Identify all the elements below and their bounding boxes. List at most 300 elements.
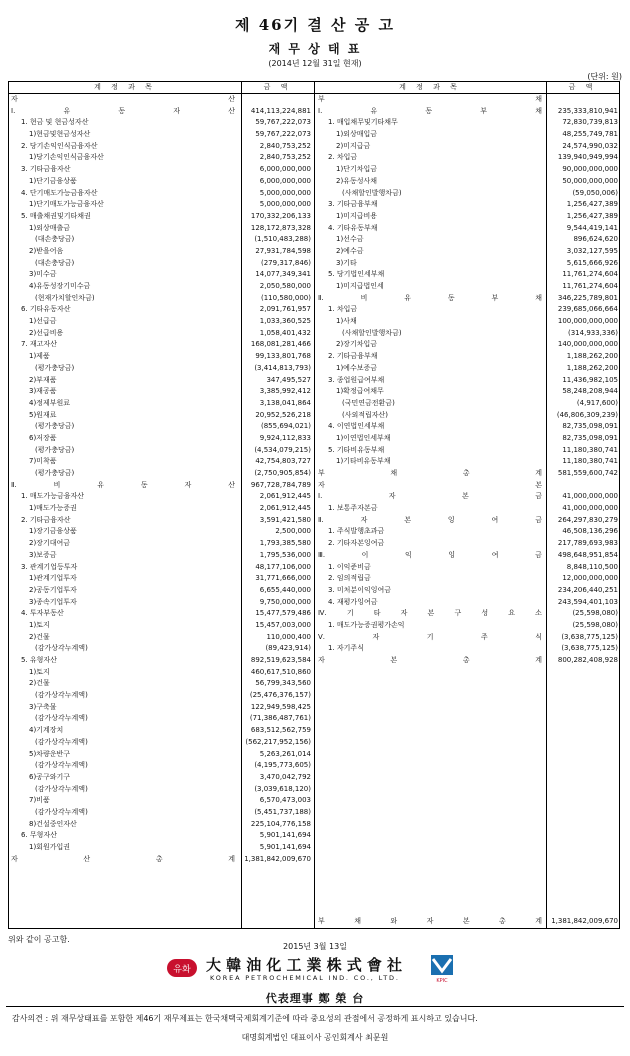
- right-row: [318, 328, 620, 340]
- left-amount: 15,477,579,486: [255, 609, 311, 618]
- left-row: [11, 410, 313, 422]
- left-amount: 20,952,526,218: [255, 410, 311, 419]
- left-amount: (71,386,487,761): [249, 714, 311, 723]
- left-row: [11, 176, 313, 188]
- right-account-label: 3. 종업원급여부채: [328, 375, 385, 384]
- right-amount: 11,180,380,741: [562, 445, 618, 454]
- right-account-label: 3)기타: [336, 258, 357, 267]
- left-account-label: 1)단기매도가능금융자산: [29, 200, 104, 209]
- column-divider: [314, 82, 315, 928]
- left-row: [11, 713, 313, 725]
- left-amount: 1,795,536,000: [259, 550, 311, 559]
- right-account-label: (사채할인발행차금): [342, 328, 402, 337]
- right-account-label: Ⅳ. 기 타 자 본 구 성 요 소: [318, 609, 542, 618]
- right-account-label: Ⅰ. 유 동 부 채: [318, 106, 542, 115]
- left-row: [11, 339, 313, 351]
- right-row: [318, 152, 620, 164]
- right-row: [318, 655, 620, 667]
- left-row: [11, 515, 313, 527]
- right-account-label: 4. 이연법인세부채: [328, 422, 385, 431]
- left-row: [11, 643, 313, 655]
- left-account-label: (감가상각누계액): [35, 807, 88, 816]
- left-row: [11, 152, 313, 164]
- left-account-label: 6)저장품: [29, 433, 57, 442]
- right-account-label: 1)예수보증금: [336, 363, 377, 372]
- right-row: [318, 246, 620, 258]
- left-amount: 2,061,912,445: [259, 492, 311, 501]
- left-amount: 9,924,112,833: [259, 433, 311, 442]
- right-row: [318, 223, 620, 235]
- left-account-label: 1. 현금 및 현금성자산: [21, 118, 89, 127]
- right-account-label: 1)미지급비용: [336, 211, 377, 220]
- left-amount: 225,104,776,158: [250, 819, 311, 828]
- right-row: [318, 538, 620, 550]
- right-row: [318, 597, 620, 609]
- right-account-label: Ⅴ. 자 기 주 식: [318, 632, 542, 641]
- right-row: [318, 503, 620, 515]
- left-row: [11, 199, 313, 211]
- right-account-label: (사채할인발행차금): [342, 188, 402, 197]
- auditor-name: 대명회계법인 대표이사 공인회계사 최문원: [241, 1033, 389, 1042]
- right-account-label: Ⅲ. 이 익 잉 여 금: [318, 550, 542, 559]
- right-row: [318, 433, 620, 445]
- left-account-label: 4)기계장치: [29, 726, 64, 735]
- right-account-label: 부 채 총 계: [318, 469, 542, 477]
- right-row: [318, 445, 620, 457]
- left-amount: 6,000,000,000: [259, 176, 311, 185]
- left-account-label: 6. 기타유동자산: [21, 305, 71, 314]
- right-account-label: Ⅰ. 자 본 금: [318, 492, 542, 501]
- right-amount: 90,000,000,000: [562, 165, 618, 174]
- right-amount: 235,333,810,941: [557, 106, 618, 115]
- left-amount: 2,091,761,957: [259, 305, 311, 314]
- assets-column: [11, 94, 313, 865]
- left-account-label: (대손충당금): [35, 235, 75, 244]
- left-amount: (855,694,021): [261, 422, 311, 431]
- right-row: [318, 339, 620, 351]
- company-name-kr: 大韓油化工業株式會社: [206, 956, 402, 974]
- right-account-label: 3. 기타금융부채: [328, 200, 378, 209]
- right-amount: 46,508,136,296: [562, 527, 618, 536]
- right-account-label: 1)단기차입금: [336, 165, 377, 174]
- left-row: [11, 456, 313, 468]
- left-row: [11, 234, 313, 246]
- left-row: [11, 316, 313, 328]
- left-amount: 168,081,281,466: [250, 340, 311, 349]
- left-amount: 3,138,041,864: [259, 398, 311, 407]
- right-row: [318, 188, 620, 200]
- left-row: [11, 363, 313, 375]
- left-account-label: 3. 관계기업등투자: [21, 562, 78, 571]
- right-amount: (4,917,600): [576, 398, 618, 407]
- right-amount: 11,761,274,604: [562, 270, 618, 279]
- right-account-label: 1)미지급법인세: [336, 282, 384, 290]
- left-account-label: 1)관계기업투자: [29, 574, 77, 583]
- right-row: [318, 316, 620, 328]
- left-row: [11, 538, 313, 550]
- right-account-label: 2)장기차입금: [336, 340, 377, 349]
- right-account-label: 1. 차입금: [328, 305, 358, 314]
- right-amount: 800,282,408,928: [557, 656, 618, 664]
- right-row: [318, 573, 620, 585]
- right-row: [318, 351, 620, 363]
- right-row: [318, 293, 620, 305]
- left-row: [11, 737, 313, 749]
- left-row: [11, 702, 313, 714]
- left-account-label: Ⅰ. 유 동 자 산: [11, 106, 235, 115]
- right-amount: 346,225,789,801: [557, 293, 618, 302]
- right-amount: 41,000,000,000: [562, 504, 618, 513]
- left-amount: 6,000,000,000: [259, 165, 311, 174]
- left-amount: 5,901,141,694: [259, 843, 311, 851]
- right-account-label: 부 채: [318, 95, 542, 103]
- right-amount: 1,188,262,200: [566, 352, 618, 361]
- left-row: [11, 421, 313, 433]
- left-account-label: 3)미수금: [29, 270, 57, 279]
- left-row: [11, 386, 313, 398]
- left-row: [11, 491, 313, 503]
- right-account-label: 1)기타비유동부채: [336, 457, 391, 466]
- left-amount: 460,617,510,860: [250, 667, 311, 676]
- right-row: [318, 176, 620, 188]
- ci-text: KPIC: [436, 978, 448, 983]
- left-amount: 892,519,623,584: [250, 656, 311, 664]
- left-amount: (279,317,846): [261, 258, 311, 267]
- liabilities-equity-column: [318, 94, 620, 667]
- left-amount: (5,451,737,188): [254, 807, 311, 816]
- right-row: [318, 491, 620, 503]
- left-account-label: 7)미착품: [29, 457, 57, 466]
- right-row: [318, 141, 620, 153]
- left-account-label: 8)건설중인자산: [29, 819, 77, 828]
- right-amount: 11,436,982,105: [562, 375, 618, 384]
- right-row: [318, 562, 620, 574]
- left-amount: 110,000,400: [266, 632, 311, 641]
- left-amount: 48,177,106,000: [255, 562, 311, 571]
- left-amount: (89,423,914): [265, 644, 311, 653]
- right-account-label: Ⅱ. 비 유 동 부 채: [318, 293, 542, 302]
- right-account-label: 2)미지급금: [336, 141, 371, 150]
- left-account-label: 5)차량운반구: [29, 749, 70, 758]
- left-account-label: 4. 투자부동산: [21, 609, 64, 618]
- left-row: [11, 468, 313, 480]
- right-amount: 1,188,262,200: [566, 363, 618, 372]
- left-account-label: 1)토지: [29, 620, 50, 629]
- left-amount: (1,510,483,288): [254, 235, 311, 244]
- right-amount: 896,624,620: [573, 235, 618, 244]
- notice-date: 2015년 3월 13일: [283, 942, 347, 951]
- right-account-label: 2. 차입금: [328, 153, 358, 162]
- left-amount: 1,793,385,580: [259, 539, 311, 548]
- right-row: [318, 211, 620, 223]
- left-row: [11, 562, 313, 574]
- company-name-en: KOREA PETROCHEMICAL IND. CO., LTD.: [210, 974, 398, 982]
- left-row: [11, 795, 313, 807]
- right-account-label: (사외적립자산): [342, 410, 389, 419]
- right-amount: 24,574,990,032: [562, 141, 618, 150]
- left-amount: 347,495,527: [266, 375, 311, 384]
- right-amount: 100,000,000,000: [557, 317, 618, 326]
- right-amount: (25,598,080): [572, 620, 618, 629]
- left-account-label: 1)단기금융상품: [29, 176, 77, 185]
- left-row: [11, 445, 313, 457]
- left-row: [11, 351, 313, 363]
- left-amount: 5,000,000,000: [259, 188, 311, 197]
- left-row: [11, 246, 313, 258]
- left-amount: 128,172,873,328: [250, 223, 311, 232]
- left-row: [11, 188, 313, 200]
- left-amount: (25,476,376,157): [249, 691, 311, 700]
- logo-badge-text: 유화: [173, 965, 191, 975]
- left-account-label: 3)구축물: [29, 702, 57, 711]
- left-row: [11, 597, 313, 609]
- right-account-label: (국민연금전환금): [342, 398, 395, 407]
- left-account-label: (평가충당금): [35, 363, 75, 372]
- right-row: [318, 164, 620, 176]
- right-row: [318, 94, 620, 106]
- left-amount: 2,840,753,252: [259, 141, 311, 150]
- left-amount: 59,767,222,073: [255, 130, 311, 139]
- right-row: [318, 234, 620, 246]
- right-account-label: 1)외상매입금: [336, 130, 377, 139]
- left-account-label: 5)원재료: [29, 410, 57, 419]
- left-amount: 31,771,666,000: [255, 574, 311, 583]
- left-amount: 967,728,784,789: [250, 480, 311, 489]
- audit-opinion: 감사의견 : 위 재무상태표를 포함한 제46기 재무제표는 한국채택국제회계기준에 따라 중요성의 관점에서 공정하게 표시하고 있습니다.: [12, 1014, 478, 1023]
- right-account-label: 5. 당기법인세부채: [328, 270, 385, 279]
- left-account-label: 1)토지: [29, 667, 50, 676]
- left-account-label: (감가상각누계액): [35, 737, 88, 746]
- left-account-label: (평가충당금): [35, 445, 75, 454]
- report-date: (2014년 12월 31일 현재): [268, 59, 362, 68]
- left-account-label: 5. 유형자산: [21, 656, 57, 664]
- right-amount: 498,648,951,854: [557, 550, 618, 559]
- left-amount: 5,263,261,014: [259, 749, 311, 758]
- right-amount: 3,032,127,595: [566, 246, 618, 255]
- right-amount: 264,297,830,279: [557, 515, 618, 524]
- right-amount: 41,000,000,000: [562, 492, 618, 501]
- left-amount: 6,570,473,003: [259, 796, 311, 805]
- right-row: [318, 269, 620, 281]
- left-row: [11, 293, 313, 305]
- left-account-label: 1)선급금: [29, 317, 57, 326]
- left-amount: 5,901,141,694: [259, 831, 311, 840]
- left-row: [11, 281, 313, 293]
- left-amount: 3,470,042,792: [259, 772, 311, 781]
- notice-text: 위와 같이 공고함.: [8, 935, 70, 944]
- right-amount: (25,598,080): [572, 609, 618, 618]
- left-row: [11, 503, 313, 515]
- right-account-label: 4. 재평가잉여금: [328, 597, 378, 606]
- right-account-label: Ⅱ. 자 본 잉 여 금: [318, 515, 542, 524]
- right-amount: 1,256,427,389: [566, 211, 618, 220]
- right-row: [318, 468, 620, 480]
- right-row: [318, 585, 620, 597]
- left-row: [11, 772, 313, 784]
- right-row: [318, 129, 620, 141]
- right-account-label: 1. 이익준비금: [328, 562, 371, 571]
- divider: [6, 1006, 624, 1007]
- left-amount: 3,591,421,580: [259, 515, 311, 524]
- left-row: [11, 375, 313, 387]
- left-account-label: (대손충당금): [35, 258, 75, 267]
- right-amount: 58,248,208,944: [562, 387, 618, 396]
- left-row: [11, 749, 313, 761]
- left-account-label: 1)당기손익인식금융자산: [29, 153, 104, 162]
- right-row: [318, 608, 620, 620]
- right-amount: 48,255,749,781: [562, 130, 618, 139]
- right-row: [318, 281, 620, 293]
- left-row: [11, 667, 313, 679]
- right-account-label: 1. 자기주식: [328, 644, 364, 653]
- left-amount: 56,799,343,560: [255, 679, 311, 688]
- left-account-label: 2)선급비용: [29, 328, 64, 337]
- right-row: [318, 117, 620, 129]
- right-amount: (314,933,336): [568, 328, 618, 337]
- right-row: [318, 515, 620, 527]
- right-account-label: 1. 매입채무및기타채무: [328, 118, 398, 127]
- left-row: [11, 141, 313, 153]
- right-amount: 82,735,098,091: [562, 433, 618, 442]
- right-amount: (3,638,775,125): [561, 632, 618, 641]
- right-amount: 12,000,000,000: [562, 574, 618, 583]
- right-row: [318, 550, 620, 562]
- left-account-label: 1)현금및현금성자산: [29, 130, 91, 139]
- left-row: [11, 807, 313, 819]
- left-amount: 42,754,803,727: [255, 457, 311, 466]
- right-account-header: 계 정 과 목: [314, 82, 546, 94]
- right-row: [318, 643, 620, 655]
- left-row: [11, 328, 313, 340]
- left-row: [11, 94, 313, 106]
- left-account-label: 2)건물: [29, 632, 50, 641]
- right-row: [318, 456, 620, 468]
- total-liabilities-equity-label: 부 채 와 자 본 총 계: [318, 917, 542, 926]
- left-row: [11, 585, 313, 597]
- left-row: [11, 550, 313, 562]
- left-amount: (4,534,079,215): [254, 445, 311, 454]
- right-account-label: 4. 기타유동부채: [328, 223, 378, 232]
- left-account-label: (감가상각누계액): [35, 761, 88, 770]
- left-row: [11, 620, 313, 632]
- left-amount: 2,061,912,445: [259, 504, 311, 513]
- left-row: [11, 760, 313, 772]
- left-row: [11, 573, 313, 585]
- right-account-label: 1)선수금: [336, 235, 364, 244]
- left-account-label: Ⅱ. 비 유 동 자 산: [11, 480, 235, 489]
- right-row: [318, 106, 620, 118]
- left-account-label: (감가상각누계액): [35, 784, 88, 793]
- right-account-label: 5. 기타비유동부채: [328, 445, 385, 454]
- unit-label: (단위: 원): [587, 72, 622, 81]
- right-account-label: 2)유동성사채: [336, 176, 377, 185]
- right-amount: 140,000,000,000: [557, 340, 618, 349]
- left-account-label: 1)외상매출금: [29, 223, 70, 232]
- left-account-label: (평가충당금): [35, 469, 75, 477]
- left-row: [11, 784, 313, 796]
- total-liabilities-equity-amount: 1,381,842,009,670: [551, 917, 618, 926]
- right-amount: 11,761,274,604: [562, 282, 618, 290]
- left-account-label: (감가상각누계액): [35, 714, 88, 723]
- left-amount: 5,000,000,000: [259, 200, 311, 209]
- left-account-label: (평가충당금): [35, 422, 75, 431]
- left-row: [11, 433, 313, 445]
- right-amount: (46,806,309,239): [556, 410, 618, 419]
- left-amount: 683,512,562,759: [250, 726, 311, 735]
- right-row: [318, 410, 620, 422]
- right-amount: 139,940,949,994: [557, 153, 618, 162]
- left-account-header: 계 정 과 목: [9, 82, 241, 94]
- right-amount: 50,000,000,000: [562, 176, 618, 185]
- left-account-label: 7)비품: [29, 796, 50, 805]
- right-account-label: 자 본: [318, 480, 542, 489]
- page-subtitle: 재 무 상 태 표: [268, 42, 362, 56]
- left-row: [11, 106, 313, 118]
- left-account-label: 자 산: [11, 95, 235, 103]
- right-row: [318, 386, 620, 398]
- left-amount: 2,840,753,252: [259, 153, 311, 162]
- right-account-label: 1. 매도가능증권평가손익: [328, 620, 405, 629]
- left-account-label: 1)제품: [29, 352, 50, 361]
- total-liabilities-equity-row: [318, 916, 620, 928]
- right-row: [318, 258, 620, 270]
- left-account-label: 2. 당기손익인식금융자산: [21, 141, 98, 150]
- left-account-label: 3)종속기업투자: [29, 597, 77, 606]
- left-amount: 15,457,003,000: [255, 620, 311, 629]
- right-row: [318, 620, 620, 632]
- left-amount: 1,033,360,525: [259, 317, 311, 326]
- left-row: [11, 304, 313, 316]
- right-account-label: 3. 미처분이익잉여금: [328, 585, 391, 594]
- right-row: [318, 375, 620, 387]
- right-row: [318, 526, 620, 538]
- left-row: [11, 129, 313, 141]
- left-account-label: 2)부재품: [29, 375, 57, 384]
- left-amount: 414,113,224,881: [250, 106, 311, 115]
- left-amount: (3,039,618,120): [254, 784, 311, 793]
- left-amount: 122,949,598,425: [250, 702, 311, 711]
- left-row: [11, 480, 313, 492]
- left-account-label: 4)유동성장기미수금: [29, 282, 91, 290]
- left-amount: (3,414,813,793): [254, 363, 311, 372]
- left-amount: (110,580,000): [261, 293, 311, 302]
- left-amount: 2,050,580,000: [259, 282, 311, 290]
- left-account-label: (감가상각누계액): [35, 644, 88, 653]
- right-amount: 217,789,693,983: [557, 539, 618, 548]
- left-account-label: 6. 무형자산: [21, 831, 57, 840]
- left-amount: 170,332,206,133: [250, 211, 311, 220]
- left-row: [11, 223, 313, 235]
- left-amount-header: 금 액: [241, 82, 314, 94]
- left-account-label: (현재가치할인차금): [35, 293, 95, 302]
- left-amount: (2,750,905,854): [254, 469, 311, 477]
- right-row: [318, 480, 620, 492]
- right-account-label: 1. 주식발행초과금: [328, 527, 385, 536]
- left-row: [11, 526, 313, 538]
- left-row: [11, 725, 313, 737]
- left-amount: 3,385,992,412: [259, 387, 311, 396]
- left-amount: 14,077,349,341: [255, 270, 311, 279]
- left-row: [11, 655, 313, 667]
- left-account-label: 3. 기타금융자산: [21, 165, 71, 174]
- right-row: [318, 398, 620, 410]
- right-account-label: 2. 임의적립금: [328, 574, 371, 583]
- right-account-label: 2)예수금: [336, 246, 364, 255]
- left-account-label: 3)재공품: [29, 387, 57, 396]
- left-account-label: 2)장기대여금: [29, 539, 70, 548]
- left-account-label: 2. 기타금융자산: [21, 515, 71, 524]
- balance-sheet-table: [8, 81, 620, 929]
